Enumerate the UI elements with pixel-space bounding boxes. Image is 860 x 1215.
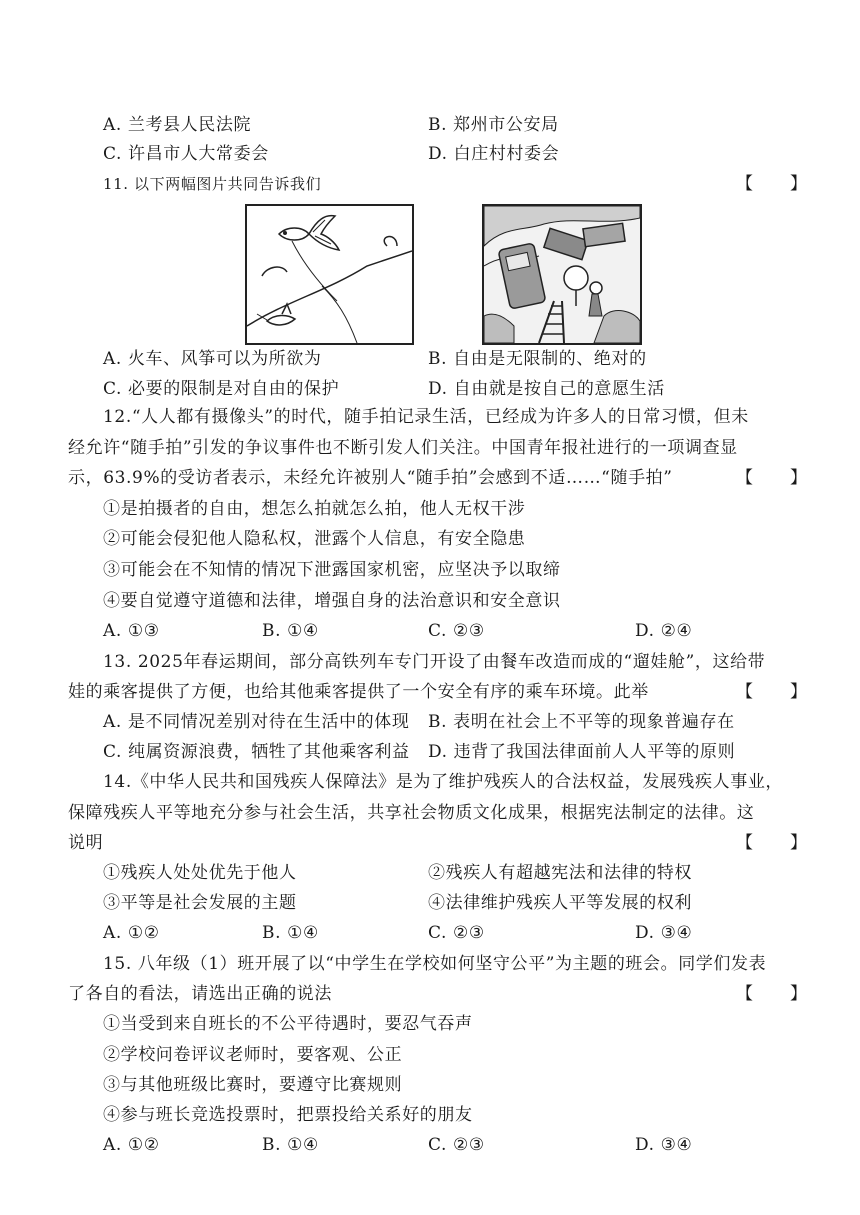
q14-statement-2: ②残疾人有超越宪法和法律的特权	[428, 863, 692, 883]
q14-stem-line-3: 说明	[68, 833, 104, 853]
derailed-train-illustration	[484, 206, 640, 343]
q15-statement-1: ①当受到来自班长的不公平待遇时，要忍气吞声	[103, 1014, 473, 1034]
q12-answer-bracket: 【 】	[736, 468, 808, 488]
q14-statement-1: ①残疾人处处优先于他人	[103, 863, 297, 883]
q12-option-a: A. ①③	[103, 621, 160, 641]
q14-option-c: C. ②③	[428, 923, 485, 943]
q14-option-d: D. ③④	[635, 923, 693, 943]
q14-stem-line-1: 14.《中华人民共和国残疾人保障法》是为了维护残疾人的合法权益，发展残疾人事业，	[103, 772, 784, 792]
q15-stem-line-2: 了各自的看法，请选出正确的说法	[68, 984, 332, 1004]
q14-statement-3: ③平等是社会发展的主题	[103, 893, 297, 913]
q12-stem-line-2: 经允许“随手拍”引发的争议事件也不断引发人们关注。中国青年报社进行的一项调查显	[68, 438, 738, 458]
q12-statement-2: ②可能会侵犯他人隐私权，泄露个人信息，有安全隐患	[103, 529, 526, 549]
q11-stem: 11. 以下两幅图片共同告诉我们	[103, 175, 322, 193]
q15-statement-3: ③与其他班级比赛时，要遵守比赛规则	[103, 1075, 403, 1095]
q12-option-c: C. ②③	[428, 621, 485, 641]
q11-option-b: B. 自由是无限制的、绝对的	[428, 349, 647, 369]
q13-option-b: B. 表明在社会上不平等的现象普遍存在	[428, 712, 735, 732]
q15-stem-line-1: 15. 八年级（1）班开展了以“中学生在学校如何坚守公平”为主题的班会。同学们发表	[103, 954, 767, 974]
q12-statement-4: ④要自觉遵守道德和法律，增强自身的法治意识和安全意识	[103, 591, 561, 611]
q15-option-c: C. ②③	[428, 1135, 485, 1155]
q13-stem-line-1: 13. 2025年春运期间，部分高铁列车专门开设了由餐车改造而成的“遛娃舱”，这给带	[103, 652, 766, 672]
q13-option-d: D. 违背了我国法律面前人人平等的原则	[428, 742, 736, 762]
q12-option-b: B. ①④	[262, 621, 319, 641]
q10-option-c: C. 许昌市人大常委会	[103, 144, 269, 164]
q14-option-b: B. ①④	[262, 923, 319, 943]
q13-answer-bracket: 【 】	[736, 682, 808, 702]
q11-option-a: A. 火车、风筝可以为所欲为	[103, 349, 322, 369]
q12-stem-line-3: 示，63.9%的受访者表示，未经允许被别人“随手拍”会感到不适……“随手拍”	[68, 468, 673, 488]
q11-option-c: C. 必要的限制是对自由的保护	[103, 379, 340, 399]
q15-statement-2: ②学校问卷评议老师时，要客观、公正	[103, 1045, 403, 1065]
q14-stem-line-2: 保障残疾人平等地充分参与社会生活，共享社会物质文化成果，根据宪法制定的法律。这	[68, 803, 755, 823]
q12-statement-3: ③可能会在不知情的情况下泄露国家机密，应坚决予以取缔	[103, 560, 561, 580]
q15-answer-bracket: 【 】	[736, 984, 808, 1004]
q14-statement-4: ④法律维护残疾人平等发展的权利	[428, 893, 692, 913]
q10-option-b: B. 郑州市公安局	[428, 115, 559, 135]
q15-statement-4: ④参与班长竞选投票时，把票投给关系好的朋友	[103, 1105, 473, 1125]
q10-option-d: D. 白庄村村委会	[428, 144, 560, 164]
q15-option-a: A. ①②	[103, 1135, 160, 1155]
q15-option-b: B. ①④	[262, 1135, 319, 1155]
q10-option-a: A. 兰考县人民法院	[103, 115, 252, 135]
q14-answer-bracket: 【 】	[736, 833, 808, 853]
kite-bird-illustration	[247, 206, 412, 343]
q12-stem-line-1: 12.“人人都有摄像头”的时代，随手拍记录生活，已经成为许多人的日常习惯，但未	[103, 407, 749, 427]
q14-option-a: A. ①②	[103, 923, 160, 943]
q12-option-d: D. ②④	[635, 621, 693, 641]
kite-cartoon-image	[245, 204, 414, 345]
q12-statement-1: ①是拍摄者的自由，想怎么拍就怎么拍，他人无权干涉	[103, 499, 526, 519]
q11-option-d: D. 自由就是按自己的意愿生活	[428, 379, 665, 399]
q13-option-a: A. 是不同情况差别对待在生活中的体现	[103, 712, 410, 732]
train-cartoon-image	[482, 204, 642, 345]
q11-answer-bracket: 【 】	[736, 174, 808, 194]
q15-option-d: D. ③④	[635, 1135, 693, 1155]
q13-option-c: C. 纯属资源浪费，牺牲了其他乘客利益	[103, 742, 410, 762]
q13-stem-line-2: 娃的乘客提供了方便，也给其他乘客提供了一个安全有序的乘车环境。此举	[68, 682, 649, 702]
